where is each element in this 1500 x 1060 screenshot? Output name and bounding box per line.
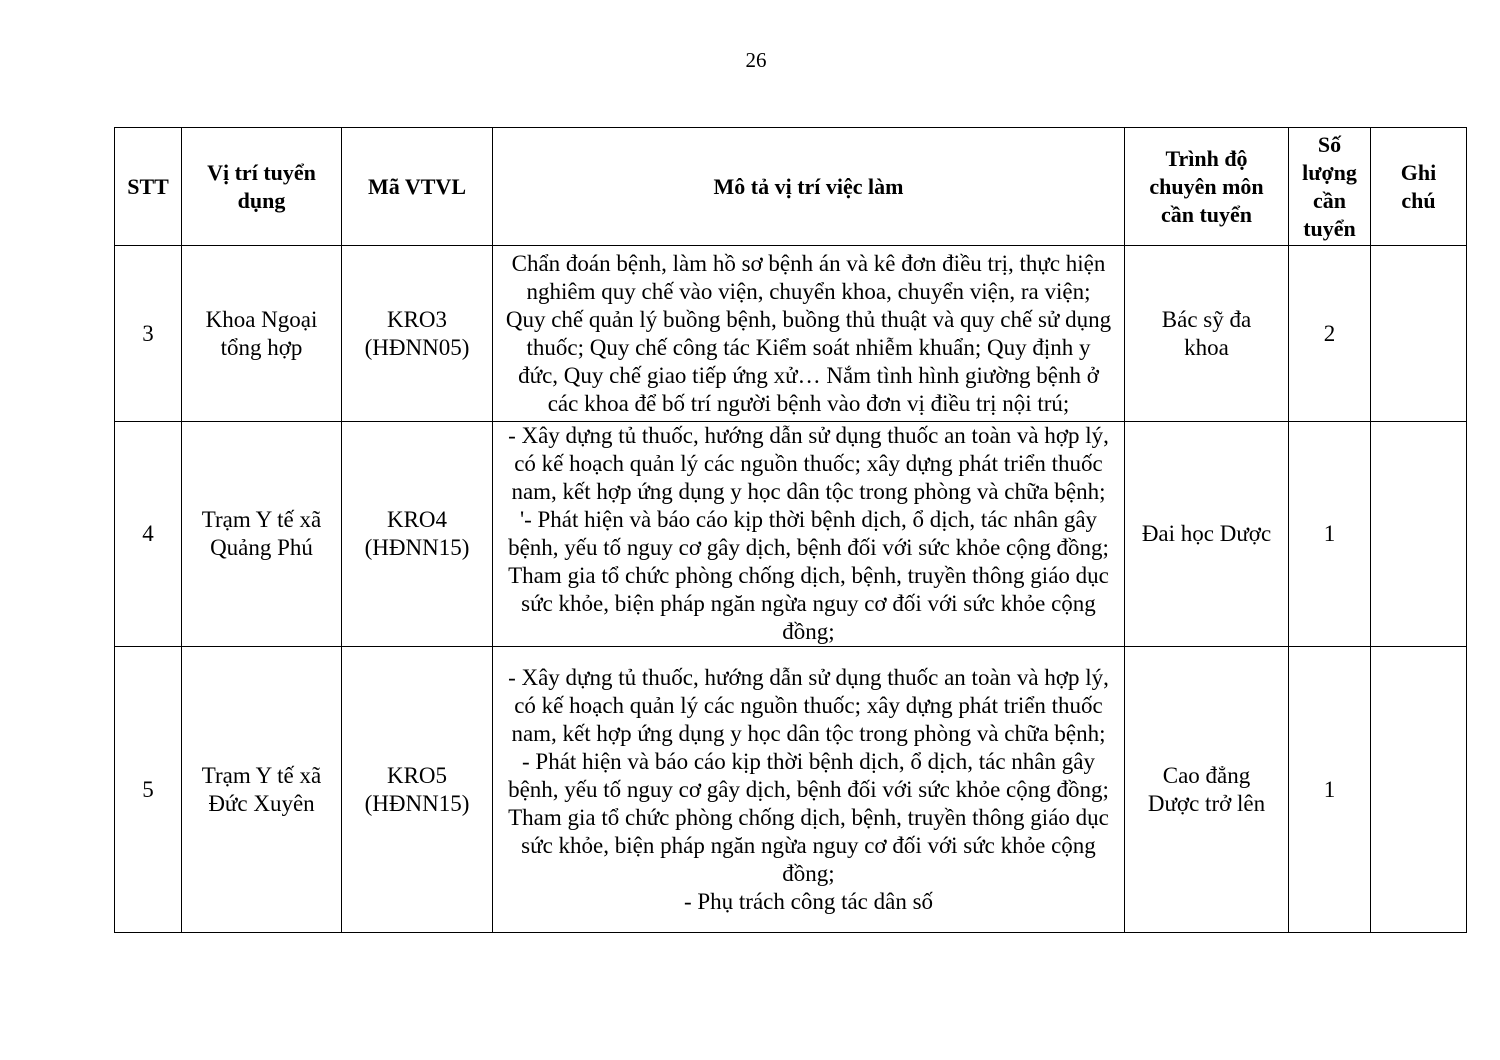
- cell-code: KRO5 (HĐNN15): [342, 647, 493, 933]
- header-position: Vị trí tuyển dụng: [182, 128, 342, 246]
- header-description: Mô tả vị trí việc làm: [493, 128, 1125, 246]
- cell-note: [1371, 246, 1467, 422]
- table-row: [115, 246, 1467, 422]
- cell-qualification: Bác sỹ đa khoa: [1125, 246, 1289, 422]
- cell-position: Trạm Y tế xã Quảng Phú: [182, 422, 342, 647]
- cell-note: [1371, 647, 1467, 933]
- cell-qualification: Đai học Dược: [1125, 422, 1289, 647]
- header-code: Mã VTVL: [342, 128, 493, 246]
- cell-code: KRO3 (HĐNN05): [342, 246, 493, 422]
- recruitment-table: [114, 127, 1467, 933]
- header-stt: STT: [115, 128, 182, 246]
- table-row: [115, 647, 1467, 933]
- page-number: 26: [745, 48, 767, 72]
- header-note: Ghi chú: [1371, 128, 1467, 246]
- table-header-row: [115, 128, 1467, 246]
- cell-position: Khoa Ngoại tổng hợp: [182, 246, 342, 422]
- cell-description: - Xây dựng tủ thuốc, hướng dẫn sử dụng thuốc an toàn và hợp lý, có kế hoạch quản lý các nguồn thuốc; xây dựng phát triển thuốc nam, kết hợp ứng dụng y học dân tộc trong phòng và chữa bệnh; '- Phát hiện và báo cáo kịp thời bệnh dịch, ổ dịch, tác nhân gây bệnh, yếu tố nguy cơ gây dịch, bệnh đối với sức khỏe cộng đồng; Tham gia tổ chức phòng chống dịch, bệnh, truyền thông giáo dục sức khỏe, biện pháp ngăn ngừa nguy cơ đối với sức khỏe cộng đồng;: [493, 422, 1125, 647]
- cell-stt: 5: [115, 647, 182, 933]
- header-qualification: Trình độ chuyên môn cần tuyển: [1125, 128, 1289, 246]
- cell-description: Chẩn đoán bệnh, làm hồ sơ bệnh án và kê đơn điều trị, thực hiện nghiêm quy chế vào viện, chuyển khoa, chuyển viện, ra viện; Quy chế quản lý buồng bệnh, buồng thủ thuật và quy chế sử dụng thuốc; Quy chế công tác Kiểm soát nhiễm khuẩn; Quy định y đức, Quy chế giao tiếp ứng xử… Nắm tình hình giường bệnh ở các khoa để bố trí người bệnh vào đơn vị điều trị nội trú;: [493, 246, 1125, 422]
- header-quantity: Số lượng cần tuyển: [1289, 128, 1371, 246]
- cell-quantity: 2: [1289, 246, 1371, 422]
- cell-quantity: 1: [1289, 422, 1371, 647]
- cell-code: KRO4 (HĐNN15): [342, 422, 493, 647]
- cell-note: [1371, 422, 1467, 647]
- cell-stt: 4: [115, 422, 182, 647]
- cell-quantity: 1: [1289, 647, 1371, 933]
- cell-stt: 3: [115, 246, 182, 422]
- cell-description: - Xây dựng tủ thuốc, hướng dẫn sử dụng thuốc an toàn và hợp lý, có kế hoạch quản lý các nguồn thuốc; xây dựng phát triển thuốc nam, kết hợp ứng dụng y học dân tộc trong phòng và chữa bệnh; - Phát hiện và báo cáo kịp thời bệnh dịch, ổ dịch, tác nhân gây bệnh, yếu tố nguy cơ gây dịch, bệnh đối với sức khỏe cộng đồng; Tham gia tổ chức phòng chống dịch, bệnh, truyền thông giáo dục sức khỏe, biện pháp ngăn ngừa nguy cơ đối với sức khỏe cộng đồng; - Phụ trách công tác dân số: [493, 647, 1125, 933]
- cell-qualification: Cao đẳng Dược trở lên: [1125, 647, 1289, 933]
- table-row: [115, 422, 1467, 647]
- cell-position: Trạm Y tế xã Đức Xuyên: [182, 647, 342, 933]
